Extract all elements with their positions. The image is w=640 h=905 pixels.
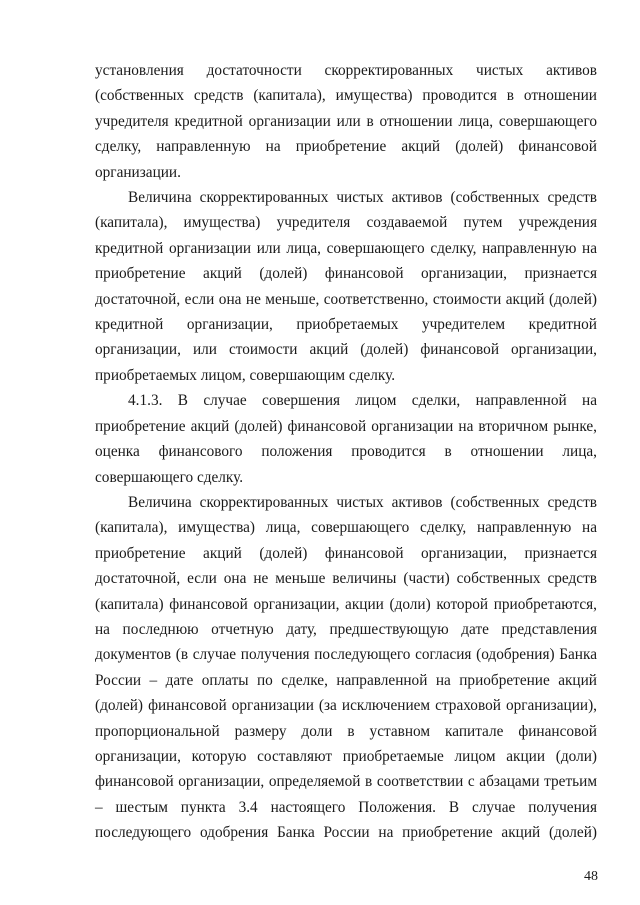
page-number: 48 — [584, 869, 598, 884]
paragraph-net-assets-founder: Величина скорректированных чистых активов (собственных средств (капитала), имущества) учредителя создаваемой путем учреждения кредитной организации или лица, совершающего сделку, направленную на приобретение акций (долей) финансовой организации, признается достаточной, если она не меньше, соответственно, стоимости акций (долей) кредитной организации, приобретаемых учредителем кредитной организации, или стоимости акций (долей) финансовой организации, приобретаемых лицом, совершающим сделку. — [95, 189, 597, 384]
paragraph-net-assets-secondary-market: Величина скорректированных чистых активов (собственных средств (капитала), имущества) лица, совершающего сделку, направленную на приобретение акций (долей) финансовой организации, признается достаточной, если она не меньше величины (части) собственных средств (капитала) финансовой организации, акции (доли) которой приобретаются, на последнюю отчетную дату, предшествующую дате представления документов (в случае получения последующего согласия (одобрения) Банка России – дате оплаты по сделке, направленной на приобретение акций (долей) финансовой организации (за исключением страховой организации), пропорциональной размеру доли в уставном капитале финансовой организации, которую составляют приобретаемые лицом акции (доли) финансовой организации, определяемой в соответствии с абзацами третьим – шестым пункта 3.4 настоящего Положения. В случае получения последующего одобрения Банка России на приобретение акций (долей) — [95, 493, 597, 842]
body-text — [95, 58, 597, 846]
paragraph-continuation: установления достаточности скорректированных чистых активов (собственных средств (капитала), имущества) проводится в отношении учредителя кредитной организации или в отношении лица, совершающего сделку, направленную на приобретение акций (долей) финансовой организации. — [95, 62, 597, 181]
paragraph-4-1-3: 4.1.3. В случае совершения лицом сделки, направленной на приобретение акций (долей) финансовой организации на вторичном рынке, оценка финансового положения проводится в отношении лица, совершающего сделку. — [95, 392, 597, 486]
